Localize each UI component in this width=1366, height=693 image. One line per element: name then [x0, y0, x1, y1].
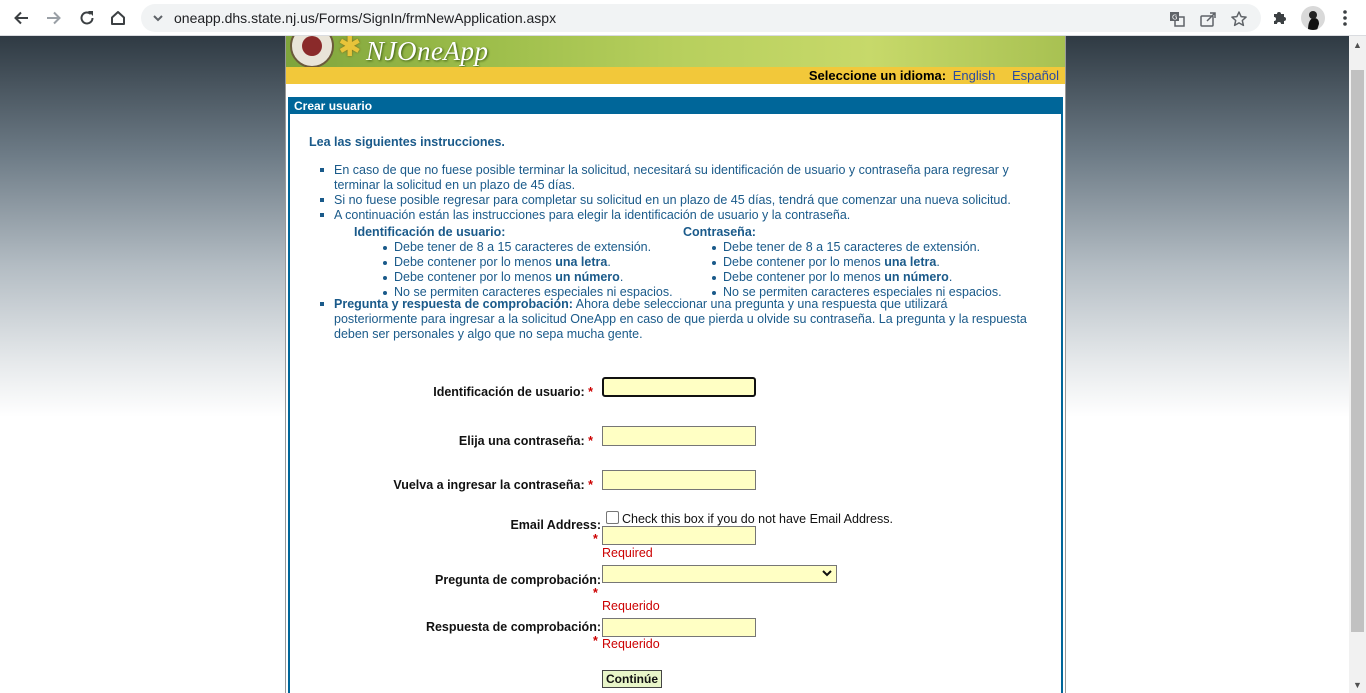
email-input[interactable] — [602, 526, 756, 545]
password-rules — [683, 225, 1013, 300]
svg-text:G: G — [1172, 13, 1178, 22]
password-rules-title: Contraseña: — [683, 225, 756, 239]
password-confirm-input[interactable] — [602, 470, 756, 490]
bookmark-star-icon[interactable] — [1230, 10, 1248, 28]
password-label: Elija una contraseña: * — [458, 434, 593, 448]
security-question-select[interactable] — [602, 565, 837, 583]
rule-item: Debe contener por lo menos una letra. — [394, 255, 684, 270]
language-link-english[interactable]: English — [952, 68, 996, 83]
email-error: Required — [602, 546, 653, 560]
vertical-scrollbar[interactable] — [1349, 36, 1366, 693]
scroll-up-icon[interactable]: ▲ — [1353, 39, 1362, 50]
email-label: Email Address: — [510, 518, 601, 532]
language-label: Seleccione un idioma: — [808, 68, 947, 83]
no-email-checkbox[interactable] — [606, 511, 619, 524]
rule-item: Debe tener de 8 a 15 caracteres de extensión. — [394, 240, 684, 255]
language-bar — [286, 67, 1065, 84]
create-user-section — [288, 97, 1063, 693]
reload-icon[interactable] — [75, 6, 99, 30]
rule-item: Debe tener de 8 a 15 caracteres de extensión. — [723, 240, 1013, 255]
section-title: Crear usuario — [290, 99, 1061, 114]
instruction-bullet: En caso de que no fuese posible terminar la solicitud, necesitará su identificación de usuario y contraseña para regresar y terminar la solicitud en un plazo de 45 días. — [334, 163, 1034, 193]
rule-item: Debe contener por lo menos un número. — [723, 270, 1013, 285]
user-id-rules-title: Identificación de usuario: — [354, 225, 506, 239]
brand-logo: NJOneApp — [366, 36, 489, 66]
answer-error: Requerido — [602, 637, 660, 651]
user-id-label: Identificación de usuario: * — [433, 385, 593, 399]
answer-required-mark: * — [593, 634, 598, 648]
rule-item: Debe contener por lo menos un número. — [394, 270, 684, 285]
no-email-checkbox-label: Check this box if you do not have Email Address. — [622, 512, 893, 526]
instructions-title: Lea las siguientes instrucciones. — [309, 135, 505, 149]
site-info-icon[interactable] — [151, 11, 165, 25]
question-required-mark: * — [593, 586, 598, 600]
question-error: Requerido — [602, 599, 660, 613]
password-input[interactable] — [602, 426, 756, 446]
translate-icon[interactable] — [1168, 10, 1186, 28]
main-container — [285, 36, 1066, 693]
answer-input[interactable] — [602, 618, 756, 637]
question-label: Pregunta de comprobación: — [435, 573, 601, 587]
chevron-down-icon — [822, 568, 832, 578]
address-bar[interactable] — [141, 4, 1261, 32]
instruction-bullet: Si no fuese posible regresar para completar su solicitud en un plazo de 45 días, tendrá que comenzar una nueva solicitud. — [334, 193, 1034, 208]
rule-item: Debe contener por lo menos una letra. — [723, 255, 1013, 270]
password-confirm-label: Vuelva a ingresar la contraseña: * — [393, 478, 593, 492]
user-id-rules — [354, 225, 684, 300]
continue-button[interactable]: Continúe — [602, 670, 662, 688]
home-icon[interactable] — [106, 6, 130, 30]
email-required-mark: * — [593, 532, 598, 546]
url-text[interactable]: oneapp.dhs.state.nj.us/Forms/SignIn/frmNewApplication.aspx — [174, 10, 557, 26]
language-link-espanol[interactable]: Español — [1012, 68, 1059, 83]
rule-item: No se permiten caracteres especiales ni espacios. — [394, 285, 684, 300]
nj-seal-logo — [290, 36, 334, 67]
instruction-bullet: A continuación están las instrucciones para elegir la identificación de usuario y la contraseña. — [334, 208, 1034, 223]
profile-avatar-icon[interactable] — [1301, 6, 1325, 30]
answer-label: Respuesta de comprobación: — [425, 620, 601, 634]
back-icon[interactable] — [9, 6, 33, 30]
forward-icon[interactable] — [42, 6, 66, 30]
extensions-puzzle-icon[interactable] — [1267, 6, 1291, 30]
security-question-bullet: Pregunta y respuesta de comprobación: Ahora debe seleccionar una pregunta y una respuesta que utilizará posteriormente para ingresar a la solicitud OneApp en caso de que pierda u olvide su contraseña. La pregunta y la respuesta deben ser personales y algo que no sepa mucha gente. — [334, 297, 1034, 342]
rule-item: No se permiten caracteres especiales ni espacios. — [723, 285, 1013, 300]
menu-kebab-icon[interactable] — [1333, 6, 1357, 30]
share-icon[interactable] — [1199, 10, 1217, 28]
star-logo-icon: ✱ — [338, 36, 362, 62]
scroll-down-icon[interactable]: ▼ — [1353, 679, 1362, 690]
browser-toolbar — [0, 0, 1366, 36]
user-id-input[interactable] — [602, 377, 756, 397]
scroll-thumb[interactable] — [1351, 70, 1364, 632]
site-banner — [286, 36, 1065, 67]
